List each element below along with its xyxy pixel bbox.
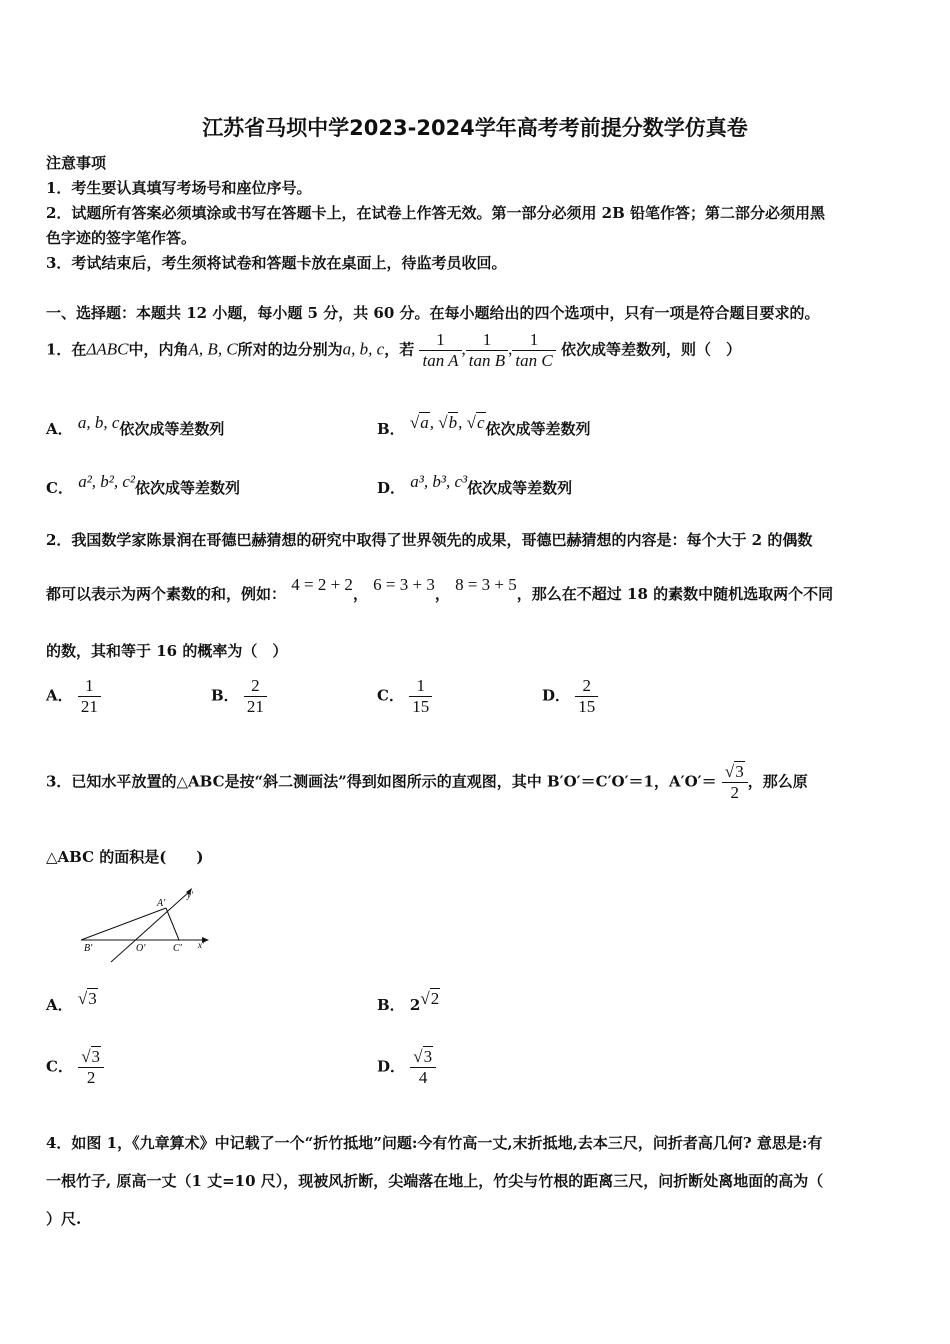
- q3-option-b[interactable]: B． 2√2: [377, 989, 440, 1014]
- q3-fraction: $\frac{√3}{2}$: [722, 762, 748, 803]
- option-text: 依次成等差数列: [119, 420, 225, 438]
- option-label: A．: [46, 686, 73, 705]
- q4-line: ）尺.: [46, 1210, 82, 1228]
- page-title: 江苏省马坝中学2023-2024学年高考考前提分数学仿真卷: [202, 116, 748, 140]
- q2-option-b[interactable]: B． $\frac{2}{21}$: [211, 676, 267, 717]
- option-text: 依次成等差数列: [485, 420, 591, 438]
- notice-item: 1．考生要认真填写考场号和座位序号。: [46, 179, 312, 197]
- option-math: √a, √b, √c: [409, 413, 485, 432]
- q3-option-d[interactable]: D． $\frac{√3}{4}$: [377, 1047, 436, 1088]
- option-label: B．: [377, 420, 405, 438]
- q2-option-d[interactable]: D． $\frac{2}{15}$: [542, 676, 598, 717]
- question-1: 1．在ΔABC中，内角A, B, C所对的边分别为a, b, c，若 $\frac{1}{\text{tan A}}$ , $\frac{1}{\text{tan B}}$ , $\frac{1}{\text{tan C}}$ 依次成等差数列，则（ ）: [46, 330, 741, 370]
- q1-text: 所对的边分别为: [237, 340, 343, 359]
- option-label: B．: [211, 686, 239, 705]
- q1-text: 依次成等差数列，则（ ）: [560, 340, 741, 359]
- option-label: A．: [46, 420, 73, 438]
- option-label: D．: [542, 686, 571, 705]
- option-text: 依次成等差数列: [135, 479, 241, 497]
- q1-triangle: ΔABC: [86, 339, 129, 359]
- notice-item: 2．试题所有答案必须填涂或书写在答题卡上，在试卷上作答无效。第一部分必须用 2B 铅笔作答；第二部分必须用黑: [46, 204, 826, 222]
- q2-option-a[interactable]: A． $\frac{1}{21}$: [46, 676, 101, 717]
- option-label: B．: [377, 996, 405, 1014]
- q4-line: 一根竹子, 原高一丈（1 丈=10 尺），现被风折断，尖端落在地上，竹尖与竹根的距离三尺，问折断处离地面的高为（: [46, 1172, 824, 1190]
- option-label: D．: [377, 479, 406, 497]
- q1-fraction: $\frac{1}{\text{tan C}}$: [512, 330, 555, 371]
- q2-line: 都可以表示为两个素数的和，例如： 4 = 2 + 2， 6 = 3 + 3， 8 = 3 + 5，那么在不超过 18 的素数中随机选取两个不同: [46, 575, 834, 603]
- oblique-projection-figure: [78, 883, 218, 965]
- label-o: O′: [136, 943, 146, 954]
- q2-line: 2．我国数学家陈景润在哥德巴赫猜想的研究中取得了世界领先的成果，哥德巴赫猜想的内容是：每个大于 2 的偶数: [46, 531, 813, 549]
- q3-line: △ABC 的面积是( ): [46, 848, 204, 866]
- q1-option-d[interactable]: [377, 472, 573, 498]
- option-text: 依次成等差数列: [467, 479, 573, 497]
- q1-fraction: $\frac{1}{\text{tan B}}$: [466, 330, 508, 371]
- option-label: C．: [46, 1057, 73, 1076]
- q2-equation: 6 = 3 + 3: [373, 575, 435, 594]
- option-label: C．: [46, 479, 73, 497]
- label-c: C′: [173, 943, 182, 954]
- q2-option-c[interactable]: C． $\frac{1}{15}$: [377, 676, 432, 717]
- q1-option-a[interactable]: [46, 413, 225, 439]
- q2-equation: 4 = 2 + 2: [291, 575, 353, 594]
- q1-fraction: $\frac{1}{\text{tan A}}$: [419, 330, 461, 371]
- q1-text: 1．在: [46, 340, 87, 359]
- q2-line: 的数，其和等于 16 的概率为（ ）: [46, 642, 288, 660]
- option-label: D．: [377, 1057, 406, 1076]
- q1-text: 中，内角: [128, 340, 189, 359]
- q1-text: ，若: [384, 340, 415, 359]
- option-label: A．: [46, 996, 73, 1014]
- q2-text: ，那么在不超过 18 的素数中随机选取两个不同: [516, 585, 834, 603]
- label-b: B′: [84, 943, 93, 954]
- q3-option-a[interactable]: A． √3: [46, 989, 97, 1014]
- q3-option-c[interactable]: C． $\frac{√3}{2}$: [46, 1047, 104, 1088]
- q3-text: 3．已知水平放置的△ABC是按“斜二测画法”得到如图所示的直观图，其中 B′O′＝C′O′＝1，A′O′＝: [46, 772, 717, 791]
- q1-angles: A, B, C: [188, 339, 238, 359]
- q3-line: [46, 762, 808, 803]
- label-y: y′: [187, 890, 193, 900]
- q3-text: ，那么原: [747, 772, 808, 791]
- q2-equation: 8 = 3 + 5: [455, 575, 517, 594]
- option-math: a³, b³, c³: [410, 472, 468, 491]
- option-label: C．: [377, 686, 404, 705]
- q1-option-c[interactable]: [46, 472, 241, 498]
- option-math: a², b², c²: [78, 472, 136, 491]
- notice-item: 色字迹的签字笔作答。: [46, 229, 197, 247]
- side-ac: [166, 908, 179, 940]
- label-a: A′: [157, 898, 166, 909]
- notice-item: 3．考试结束后，考生须将试卷和答题卡放在桌面上，待监考员收回。: [46, 254, 507, 272]
- option-math: a, b, c: [77, 413, 120, 432]
- section-heading: 一、选择题：本题共 12 小题，每小题 5 分，共 60 分。在每小题给出的四个选项中，只有一项是符合题目要求的。: [46, 304, 820, 322]
- label-x: x′: [198, 940, 204, 950]
- q1-sides: a, b, c: [342, 339, 385, 359]
- notice-heading: 注意事项: [46, 154, 107, 172]
- q1-option-b[interactable]: [377, 413, 591, 439]
- q2-text: 都可以表示为两个素数的和，例如：: [46, 585, 287, 603]
- q4-line: 4．如图 1，《九章算术》中记载了一个“折竹抵地”问题:今有竹高一丈,末折抵地,去本三尺，问折者高几何? 意思是:有: [46, 1134, 823, 1152]
